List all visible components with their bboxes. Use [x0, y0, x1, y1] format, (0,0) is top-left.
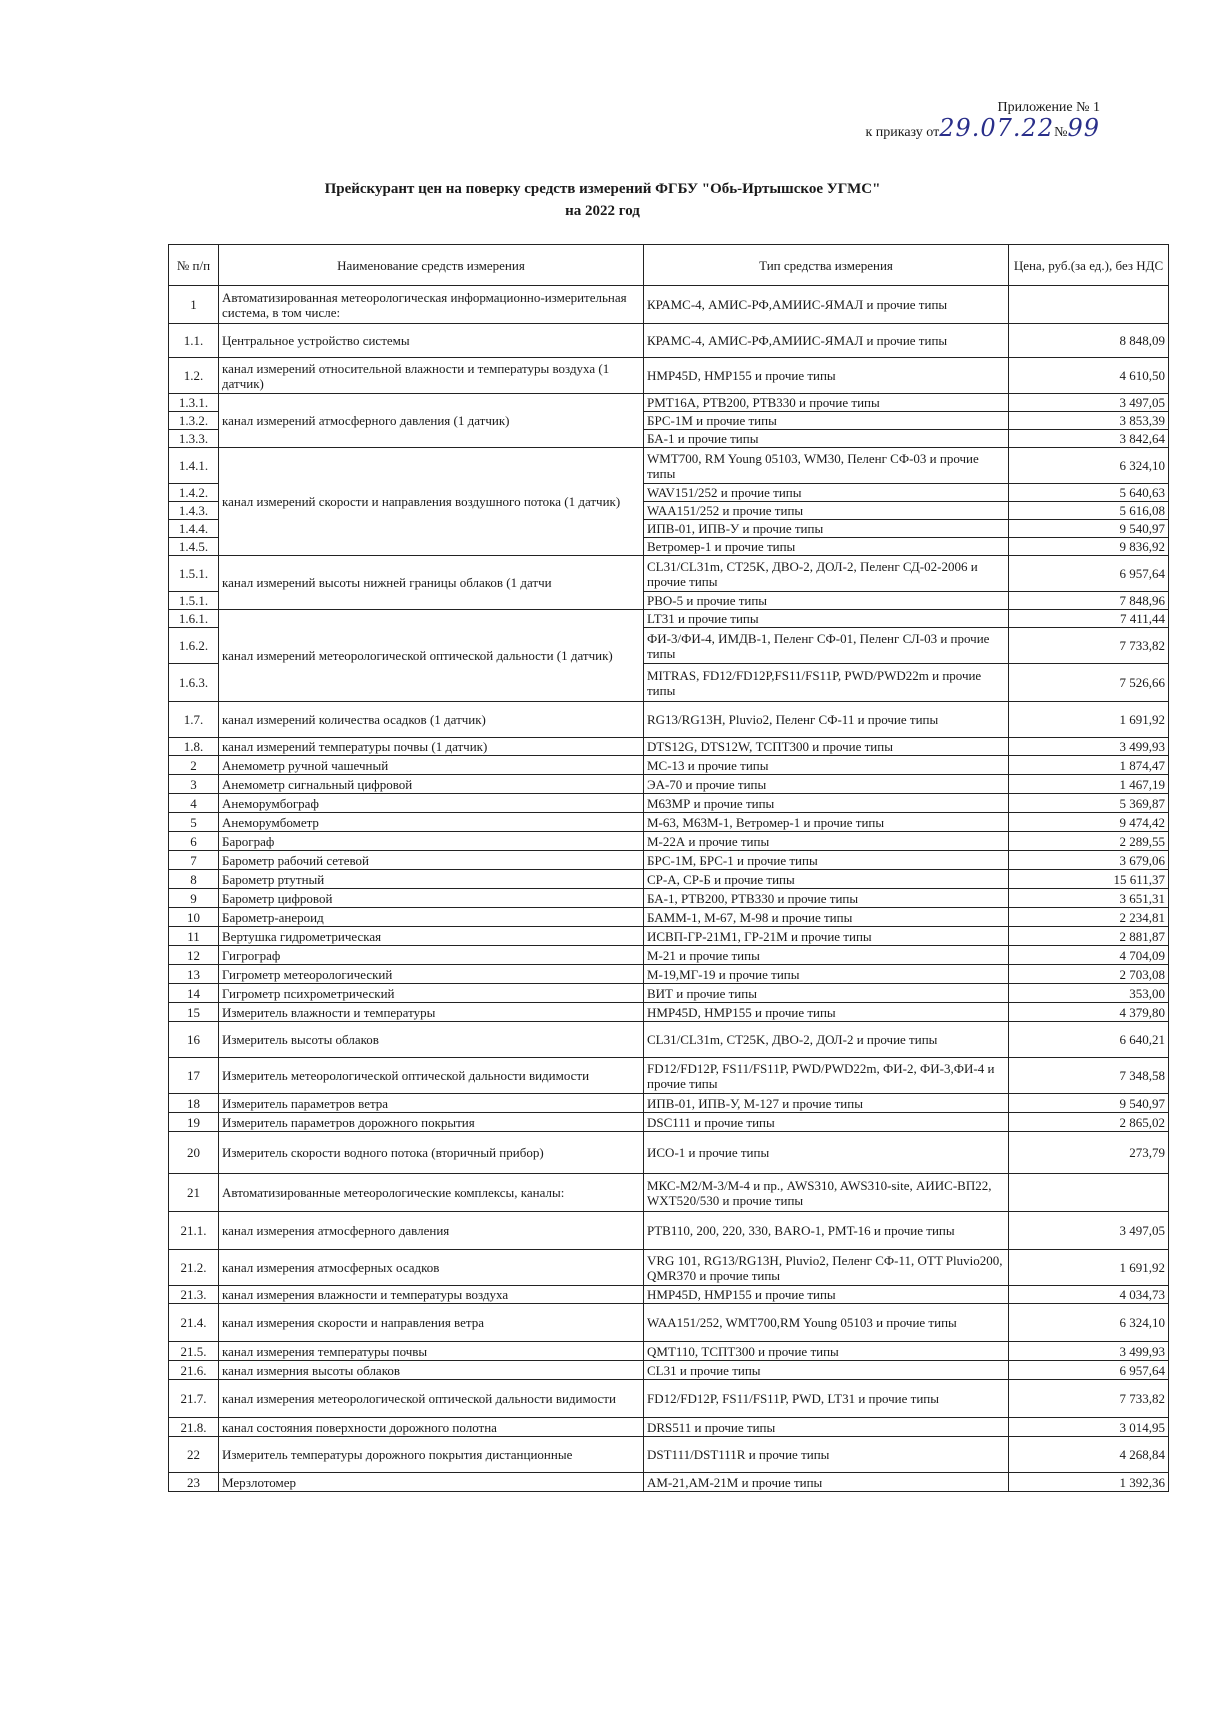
instrument-name-cell: канал измерений метеорологической оптической дальности (1 датчик) — [219, 610, 644, 702]
instrument-type-cell: WAV151/252 и прочие типы — [644, 484, 1009, 502]
row-number-cell: 7 — [169, 851, 219, 870]
price-cell: 273,79 — [1009, 1132, 1169, 1174]
instrument-name-cell: канал измерения атмосферных осадков — [219, 1250, 644, 1286]
price-cell: 3 499,93 — [1009, 1342, 1169, 1361]
table-row — [169, 813, 1169, 832]
instrument-type-cell: МКС-М2/М-3/М-4 и пр., AWS310, AWS310-site, АИИС-ВП22, WXT520/530 и прочие типы — [644, 1174, 1009, 1212]
table-row — [169, 1132, 1169, 1174]
table-row — [169, 870, 1169, 889]
row-number-cell: 10 — [169, 908, 219, 927]
instrument-type-cell: HMP45D, HMP155 и прочие типы — [644, 1286, 1009, 1304]
table-row — [169, 1286, 1169, 1304]
instrument-name-cell: Центральное устройство системы — [219, 324, 644, 358]
table-row — [169, 738, 1169, 756]
table-row — [169, 927, 1169, 946]
price-cell: 8 848,09 — [1009, 324, 1169, 358]
price-cell: 3 014,95 — [1009, 1418, 1169, 1437]
table-row — [169, 1113, 1169, 1132]
row-number-cell: 21.6. — [169, 1361, 219, 1380]
price-cell: 6 640,21 — [1009, 1022, 1169, 1058]
table-row — [169, 1212, 1169, 1250]
row-number-cell: 22 — [169, 1437, 219, 1473]
instrument-type-cell: PMT16A, PTB200, PTB330 и прочие типы — [644, 394, 1009, 412]
price-cell: 4 379,80 — [1009, 1003, 1169, 1022]
row-number-cell: 1.3.2. — [169, 412, 219, 430]
table-row — [169, 1380, 1169, 1418]
row-number-cell: 21 — [169, 1174, 219, 1212]
instrument-name-cell: Барометр ртутный — [219, 870, 644, 889]
instrument-type-cell: RG13/RG13H, Pluvio2, Пеленг СФ-11 и прочие типы — [644, 702, 1009, 738]
price-cell: 6 324,10 — [1009, 1304, 1169, 1342]
price-cell: 2 234,81 — [1009, 908, 1169, 927]
table-row — [169, 1003, 1169, 1022]
row-number-cell: 1.4.4. — [169, 520, 219, 538]
instrument-name-cell: Анеморумбограф — [219, 794, 644, 813]
document-title — [0, 178, 1205, 222]
price-cell: 3 853,39 — [1009, 412, 1169, 430]
instrument-name-cell: канал измерений скорости и направления воздушного потока (1 датчик) — [219, 448, 644, 556]
row-number-cell: 1.1. — [169, 324, 219, 358]
price-cell: 1 392,36 — [1009, 1473, 1169, 1492]
price-cell: 1 691,92 — [1009, 1250, 1169, 1286]
instrument-type-cell: М-21 и прочие типы — [644, 946, 1009, 965]
instrument-name-cell: канал измерений относительной влажности и температуры воздуха (1 датчик) — [219, 358, 644, 394]
row-number-cell: 17 — [169, 1058, 219, 1094]
price-cell: 2 289,55 — [1009, 832, 1169, 851]
instrument-name-cell: канал измерений температуры почвы (1 датчик) — [219, 738, 644, 756]
instrument-name-cell: канал измерения скорости и направления ветра — [219, 1304, 644, 1342]
row-number-cell: 1.3.1. — [169, 394, 219, 412]
row-number-cell: 1.4.3. — [169, 502, 219, 520]
instrument-type-cell: СР-А, СР-Б и прочие типы — [644, 870, 1009, 889]
instrument-name-cell: канал измерния высоты облаков — [219, 1361, 644, 1380]
price-cell: 3 497,05 — [1009, 394, 1169, 412]
table-row — [169, 1022, 1169, 1058]
column-header-name: Наименование средств измерения — [219, 245, 644, 286]
table-row — [169, 358, 1169, 394]
instrument-type-cell: WAA151/252 и прочие типы — [644, 502, 1009, 520]
instrument-type-cell: ЭА-70 и прочие типы — [644, 775, 1009, 794]
instrument-type-cell: QMT110, ТСПТ300 и прочие типы — [644, 1342, 1009, 1361]
instrument-type-cell: ИПВ-01, ИПВ-У и прочие типы — [644, 520, 1009, 538]
row-number-cell: 4 — [169, 794, 219, 813]
column-header-type: Тип средства измерения — [644, 245, 1009, 286]
row-number-cell: 1 — [169, 286, 219, 324]
instrument-type-cell: РВО-5 и прочие типы — [644, 592, 1009, 610]
price-cell — [1009, 286, 1169, 324]
table-row — [169, 394, 1169, 412]
instrument-type-cell: БРС-1М, БРС-1 и прочие типы — [644, 851, 1009, 870]
table-row — [169, 610, 1169, 628]
row-number-cell: 1.6.1. — [169, 610, 219, 628]
table-row — [169, 1473, 1169, 1492]
instrument-name-cell: канал измерений высоты нижней границы облаков (1 датчи — [219, 556, 644, 610]
instrument-name-cell: канал измерения атмосферного давления — [219, 1212, 644, 1250]
instrument-name-cell: Мерзлотомер — [219, 1473, 644, 1492]
table-header-row — [169, 245, 1169, 286]
price-cell: 3 497,05 — [1009, 1212, 1169, 1250]
instrument-type-cell: DST111/DST111R и прочие типы — [644, 1437, 1009, 1473]
table-row — [169, 1250, 1169, 1286]
instrument-type-cell: FD12/FD12P, FS11/FS11P, PWD/PWD22m, ФИ-2, ФИ-3,ФИ-4 и прочие типы — [644, 1058, 1009, 1094]
table-row — [169, 851, 1169, 870]
row-number-cell: 3 — [169, 775, 219, 794]
instrument-name-cell: Барометр цифровой — [219, 889, 644, 908]
instrument-type-cell: АМ-21,АМ-21М и прочие типы — [644, 1473, 1009, 1492]
instrument-type-cell: DRS511 и прочие типы — [644, 1418, 1009, 1437]
order-prefix: к приказу от — [865, 125, 940, 140]
price-cell: 9 540,97 — [1009, 1094, 1169, 1113]
instrument-name-cell: канал измерений количества осадков (1 датчик) — [219, 702, 644, 738]
instrument-name-cell: Автоматизированная метеорологическая информационно-измерительная система, в том числе: — [219, 286, 644, 324]
price-cell: 6 957,64 — [1009, 556, 1169, 592]
instrument-name-cell: Гигрограф — [219, 946, 644, 965]
table-row — [169, 965, 1169, 984]
instrument-name-cell: канал состояния поверхности дорожного полотна — [219, 1418, 644, 1437]
price-cell: 353,00 — [1009, 984, 1169, 1003]
table-row — [169, 984, 1169, 1003]
instrument-name-cell: Измеритель метеорологической оптической дальности видимости — [219, 1058, 644, 1094]
table-row — [169, 286, 1169, 324]
instrument-name-cell: канал измерения температуры почвы — [219, 1342, 644, 1361]
instrument-name-cell: Вертушка гидрометрическая — [219, 927, 644, 946]
table-row — [169, 908, 1169, 927]
instrument-type-cell: М63МР и прочие типы — [644, 794, 1009, 813]
row-number-cell: 13 — [169, 965, 219, 984]
instrument-type-cell: М-22А и прочие типы — [644, 832, 1009, 851]
title-line-1: Прейскурант цен на поверку средств измерений ФГБУ "Обь-Иртышское УГМС" — [324, 181, 881, 197]
instrument-type-cell: WMT700, RM Young 05103, WM30, Пеленг СФ-03 и прочие типы — [644, 448, 1009, 484]
price-cell: 5 640,63 — [1009, 484, 1169, 502]
table-row — [169, 756, 1169, 775]
table-row — [169, 1418, 1169, 1437]
instrument-name-cell: Измеритель параметров дорожного покрытия — [219, 1113, 644, 1132]
table-row — [169, 702, 1169, 738]
row-number-cell: 1.4.1. — [169, 448, 219, 484]
row-number-cell: 12 — [169, 946, 219, 965]
instrument-type-cell: ФИ-3/ФИ-4, ИМДВ-1, Пеленг СФ-01, Пеленг СЛ-03 и прочие типы — [644, 628, 1009, 664]
row-number-cell: 15 — [169, 1003, 219, 1022]
instrument-type-cell: MITRAS, FD12/FD12P,FS11/FS11P, PWD/PWD22m и прочие типы — [644, 664, 1009, 702]
price-cell: 9 540,97 — [1009, 520, 1169, 538]
row-number-cell: 1.3.3. — [169, 430, 219, 448]
instrument-type-cell: HMP45D, HMP155 и прочие типы — [644, 1003, 1009, 1022]
title-line-2: на 2022 год — [565, 203, 640, 219]
price-cell: 9 474,42 — [1009, 813, 1169, 832]
table-row — [169, 794, 1169, 813]
row-number-cell: 21.1. — [169, 1212, 219, 1250]
price-cell: 3 499,93 — [1009, 738, 1169, 756]
price-cell: 2 881,87 — [1009, 927, 1169, 946]
price-cell: 7 348,58 — [1009, 1058, 1169, 1094]
instrument-type-cell: ИСВП-ГР-21М1, ГР-21М и прочие типы — [644, 927, 1009, 946]
row-number-cell: 19 — [169, 1113, 219, 1132]
table-row — [169, 832, 1169, 851]
row-number-cell: 1.8. — [169, 738, 219, 756]
price-cell — [1009, 1174, 1169, 1212]
price-cell: 7 411,44 — [1009, 610, 1169, 628]
price-cell: 2 703,08 — [1009, 965, 1169, 984]
table-row — [169, 889, 1169, 908]
table-row — [169, 1361, 1169, 1380]
instrument-name-cell: Измеритель температуры дорожного покрытия дистанционные — [219, 1437, 644, 1473]
row-number-cell: 1.4.2. — [169, 484, 219, 502]
instrument-name-cell: Барометр рабочий сетевой — [219, 851, 644, 870]
row-number-cell: 21.2. — [169, 1250, 219, 1286]
instrument-type-cell: PTB110, 200, 220, 330, BARO-1, PMT-16 и прочие типы — [644, 1212, 1009, 1250]
row-number-cell: 18 — [169, 1094, 219, 1113]
instrument-type-cell: ИСО-1 и прочие типы — [644, 1132, 1009, 1174]
table-row — [169, 448, 1169, 484]
table-row — [169, 1342, 1169, 1361]
instrument-type-cell: ВИТ и прочие типы — [644, 984, 1009, 1003]
price-cell: 3 842,64 — [1009, 430, 1169, 448]
instrument-name-cell: Измеритель влажности и температуры — [219, 1003, 644, 1022]
table-row — [169, 1058, 1169, 1094]
instrument-type-cell: БАММ-1, М-67, М-98 и прочие типы — [644, 908, 1009, 927]
table-row — [169, 556, 1169, 592]
instrument-type-cell: ИПВ-01, ИПВ-У, М-127 и прочие типы — [644, 1094, 1009, 1113]
price-cell: 5 616,08 — [1009, 502, 1169, 520]
row-number-cell: 21.8. — [169, 1418, 219, 1437]
row-number-cell: 21.3. — [169, 1286, 219, 1304]
instrument-name-cell: Барограф — [219, 832, 644, 851]
appendix-label: Приложение № 1 — [997, 100, 1100, 115]
instrument-type-cell: WAA151/252, WMT700,RM Young 05103 и прочие типы — [644, 1304, 1009, 1342]
row-number-cell: 14 — [169, 984, 219, 1003]
row-number-cell: 11 — [169, 927, 219, 946]
price-cell: 7 733,82 — [1009, 1380, 1169, 1418]
price-cell: 15 611,37 — [1009, 870, 1169, 889]
instrument-type-cell: CL31/CL31m, CT25K, ДВО-2, ДОЛ-2, Пеленг СД-02-2006 и прочие типы — [644, 556, 1009, 592]
row-number-cell: 1.4.5. — [169, 538, 219, 556]
instrument-type-cell: LT31 и прочие типы — [644, 610, 1009, 628]
instrument-type-cell: CL31/CL31m, CT25K, ДВО-2, ДОЛ-2 и прочие типы — [644, 1022, 1009, 1058]
instrument-type-cell: М-63, М63М-1, Ветромер-1 и прочие типы — [644, 813, 1009, 832]
price-cell: 4 034,73 — [1009, 1286, 1169, 1304]
document-header — [865, 98, 1100, 143]
price-cell: 6 324,10 — [1009, 448, 1169, 484]
instrument-type-cell: БРС-1М и прочие типы — [644, 412, 1009, 430]
instrument-type-cell: VRG 101, RG13/RG13H, Pluvio2, Пеленг СФ-11, OTT Pluvio200, QMR370 и прочие типы — [644, 1250, 1009, 1286]
instrument-name-cell: Анеморумбометр — [219, 813, 644, 832]
order-number-handwritten: 99 — [1067, 114, 1100, 142]
instrument-name-cell: Гигрометр метеорологический — [219, 965, 644, 984]
price-cell: 7 526,66 — [1009, 664, 1169, 702]
row-number-cell: 21.7. — [169, 1380, 219, 1418]
table-row — [169, 946, 1169, 965]
row-number-cell: 1.2. — [169, 358, 219, 394]
price-cell: 9 836,92 — [1009, 538, 1169, 556]
row-number-cell: 20 — [169, 1132, 219, 1174]
instrument-name-cell: Гигрометр психрометрический — [219, 984, 644, 1003]
table-row — [169, 1437, 1169, 1473]
row-number-cell: 1.6.2. — [169, 628, 219, 664]
row-number-cell: 2 — [169, 756, 219, 775]
instrument-name-cell: Измеритель скорости водного потока (вторичный прибор) — [219, 1132, 644, 1174]
row-number-cell: 16 — [169, 1022, 219, 1058]
instrument-name-cell: канал измерений атмосферного давления (1 датчик) — [219, 394, 644, 448]
price-cell: 3 679,06 — [1009, 851, 1169, 870]
price-table-body — [169, 286, 1169, 1492]
table-row — [169, 1174, 1169, 1212]
price-cell: 7 733,82 — [1009, 628, 1169, 664]
price-cell: 6 957,64 — [1009, 1361, 1169, 1380]
table-row — [169, 324, 1169, 358]
price-cell: 1 467,19 — [1009, 775, 1169, 794]
row-number-cell: 21.4. — [169, 1304, 219, 1342]
row-number-cell: 21.5. — [169, 1342, 219, 1361]
instrument-type-cell: КРАМС-4, АМИС-РФ,АМИИС-ЯМАЛ и прочие типы — [644, 286, 1009, 324]
price-cell: 4 268,84 — [1009, 1437, 1169, 1473]
table-row — [169, 775, 1169, 794]
price-cell: 3 651,31 — [1009, 889, 1169, 908]
order-date-handwritten: 29.07.22 — [939, 114, 1055, 142]
instrument-name-cell: канал измерения влажности и температуры воздуха — [219, 1286, 644, 1304]
instrument-type-cell: DSC111 и прочие типы — [644, 1113, 1009, 1132]
instrument-type-cell: БА-1, PTB200, PTB330 и прочие типы — [644, 889, 1009, 908]
instrument-name-cell: Барометр-анероид — [219, 908, 644, 927]
row-number-cell: 23 — [169, 1473, 219, 1492]
row-number-cell: 1.6.3. — [169, 664, 219, 702]
table-row — [169, 1094, 1169, 1113]
instrument-name-cell: Анемометр ручной чашечный — [219, 756, 644, 775]
instrument-type-cell: Ветромер-1 и прочие типы — [644, 538, 1009, 556]
row-number-cell: 1.5.1. — [169, 592, 219, 610]
table-row — [169, 1304, 1169, 1342]
row-number-cell: 9 — [169, 889, 219, 908]
column-header-number: № п/п — [169, 245, 219, 286]
instrument-name-cell: Анемометр сигнальный цифровой — [219, 775, 644, 794]
instrument-type-cell: CL31 и прочие типы — [644, 1361, 1009, 1380]
price-cell: 4 610,50 — [1009, 358, 1169, 394]
instrument-type-cell: М-19,МГ-19 и прочие типы — [644, 965, 1009, 984]
row-number-cell: 6 — [169, 832, 219, 851]
instrument-type-cell: МС-13 и прочие типы — [644, 756, 1009, 775]
order-reference — [865, 114, 1100, 143]
instrument-name-cell: Измеритель параметров ветра — [219, 1094, 644, 1113]
row-number-cell: 1.5.1. — [169, 556, 219, 592]
price-cell: 7 848,96 — [1009, 592, 1169, 610]
instrument-type-cell: БА-1 и прочие типы — [644, 430, 1009, 448]
column-header-price: Цена, руб.(за ед.), без НДС — [1009, 245, 1169, 286]
instrument-type-cell: DTS12G, DTS12W, ТСПТ300 и прочие типы — [644, 738, 1009, 756]
price-cell: 5 369,87 — [1009, 794, 1169, 813]
row-number-cell: 5 — [169, 813, 219, 832]
price-cell: 4 704,09 — [1009, 946, 1169, 965]
instrument-name-cell: Автоматизированные метеорологические комплексы, каналы: — [219, 1174, 644, 1212]
price-cell: 1 874,47 — [1009, 756, 1169, 775]
instrument-name-cell: канал измерения метеорологической оптической дальности видимости — [219, 1380, 644, 1418]
price-cell: 2 865,02 — [1009, 1113, 1169, 1132]
instrument-type-cell: FD12/FD12P, FS11/FS11P, PWD, LT31 и прочие типы — [644, 1380, 1009, 1418]
order-number-label: № — [1054, 125, 1068, 140]
row-number-cell: 1.7. — [169, 702, 219, 738]
instrument-name-cell: Измеритель высоты облаков — [219, 1022, 644, 1058]
instrument-type-cell: HMP45D, HMP155 и прочие типы — [644, 358, 1009, 394]
instrument-type-cell: КРАМС-4, АМИС-РФ,АМИИС-ЯМАЛ и прочие типы — [644, 324, 1009, 358]
price-table — [168, 244, 1169, 1492]
row-number-cell: 8 — [169, 870, 219, 889]
price-cell: 1 691,92 — [1009, 702, 1169, 738]
